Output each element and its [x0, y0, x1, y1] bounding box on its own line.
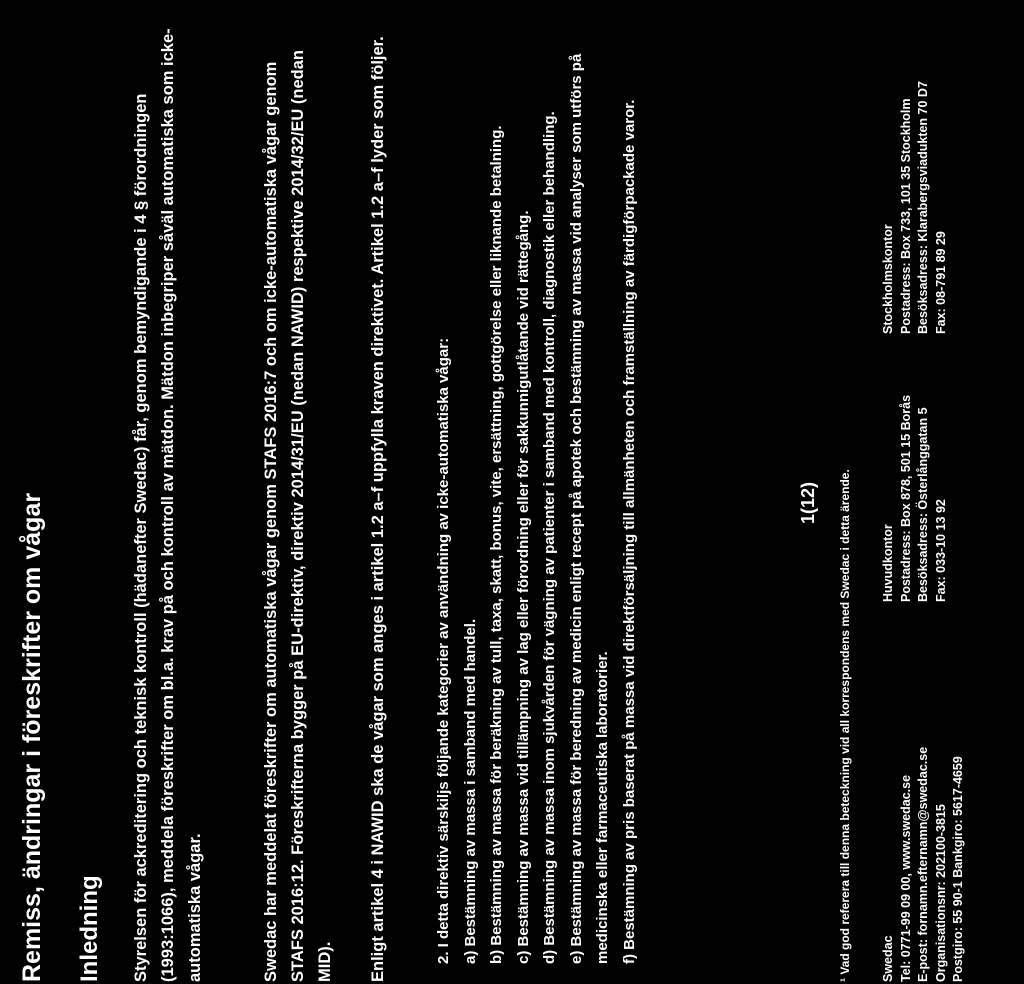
quote-item-c: c) Bestämning av massa vid tillämpning av lag eller förordning eller för sakkunnigutlåtande vid rättegång.: [514, 210, 532, 964]
quote-item-d: d) Bestämning av massa inom sjukvården för vägning av patienter i samband med kontroll, diagnostik eller behandling.: [541, 111, 558, 964]
footer-stockholm-fax: Fax: 08-791 89 29: [933, 231, 948, 334]
footer-phone: Tel: 0771-99 09 00, www.swedac.se: [898, 774, 913, 982]
quote-item-f: f) Bestämning av pris baserat på massa vid direktförsäljning till allmänheten och framställning av färdigförpackade varor.: [620, 99, 638, 964]
document-title: Remiss, ändringar i föreskrifter om vågar: [18, 492, 46, 982]
footer-stockholm-postal: Postadress: Box 733, 101 35 Stockholm: [898, 98, 913, 334]
quote-item-a: a) Bestämning av massa i samband med handel.: [461, 618, 479, 964]
footer-swedac: [880, 747, 968, 982]
footer-head-office: [880, 395, 950, 602]
paragraph-intro: Styrelsen för ackreditering och teknisk kontroll (hädanefter Swedac) får, genom bemyndigande i 4 § förordningen (1993:1066), meddela föreskrifter om bl.a. krav på och kontroll av mätdon. Mätdon inbegriper såväl automatiska som icke-automatiska vågar.: [132, 28, 204, 982]
quote-item-b: b) Bestämning av massa för beräkning av tull, taxa, skatt, bonus, vite, ersättning, gottgörelse eller liknande betalning.: [488, 125, 505, 964]
footer-stockholm-office: [880, 81, 950, 334]
footer-orgnr: Organisationsnr: 202100-3815: [933, 804, 948, 982]
footer-head-office-fax: Fax: 033-10 13 92: [933, 499, 948, 602]
directive-quote: [431, 14, 643, 964]
footer-stockholm-title: Stockholmskontor: [881, 224, 895, 334]
footer-giro: Postgiro: 55 90-1 Bankgiro: 5617-4659: [951, 756, 966, 982]
quote-intro: 2. I detta direktiv särskiljs följande kategorier av användning av icke-automatiska vågar:: [435, 337, 452, 964]
paragraph-article: Enligt artikel 4 i NAWID ska de vågar som anges i artikel 1.2 a–f uppfylla kraven direktivet. Artikel 1.2 a–f lyder som följer.: [369, 36, 387, 982]
footer-stockholm-visit: Besöksadress: Klarabergsviadukten 70 D7: [916, 81, 931, 334]
page-number: 1(12): [798, 481, 818, 524]
footer-email: E-post: fornamn.efternamn@swedac.se: [916, 746, 931, 982]
footer-head-office-postal: Postadress: Box 878, 501 15 Borås: [898, 394, 913, 602]
quote-item-e: e) Bestämning av massa för beredning av medicin enligt recept på apotek och bestämning av massa vid analyser som utförs på medicinska eller farmaceutiska laboratorier.: [567, 53, 611, 964]
section-heading: Inledning: [76, 875, 103, 982]
footnote: ¹ Vad god referera till denna beteckning vid all korrespondens med Swedac i detta ärende.: [838, 469, 852, 982]
footer-head-office-title: Huvudkontor: [881, 524, 895, 602]
paragraph-regulations: Swedac har meddelat föreskrifter om automatiska vågar genom STAFS 2016:7 och om icke-automatiska vågar genom STAFS 2016:12. Föreskrifterna bygger på EU-direktiv, direktiv 2014/31/EU (nedan NAWID) respektive 2014/32/EU (nedan MID).: [262, 50, 334, 982]
footer-swedac-name: Swedac: [881, 935, 895, 982]
footer-head-office-visit: Besöksadress: Österlånggatan 5: [916, 407, 931, 602]
